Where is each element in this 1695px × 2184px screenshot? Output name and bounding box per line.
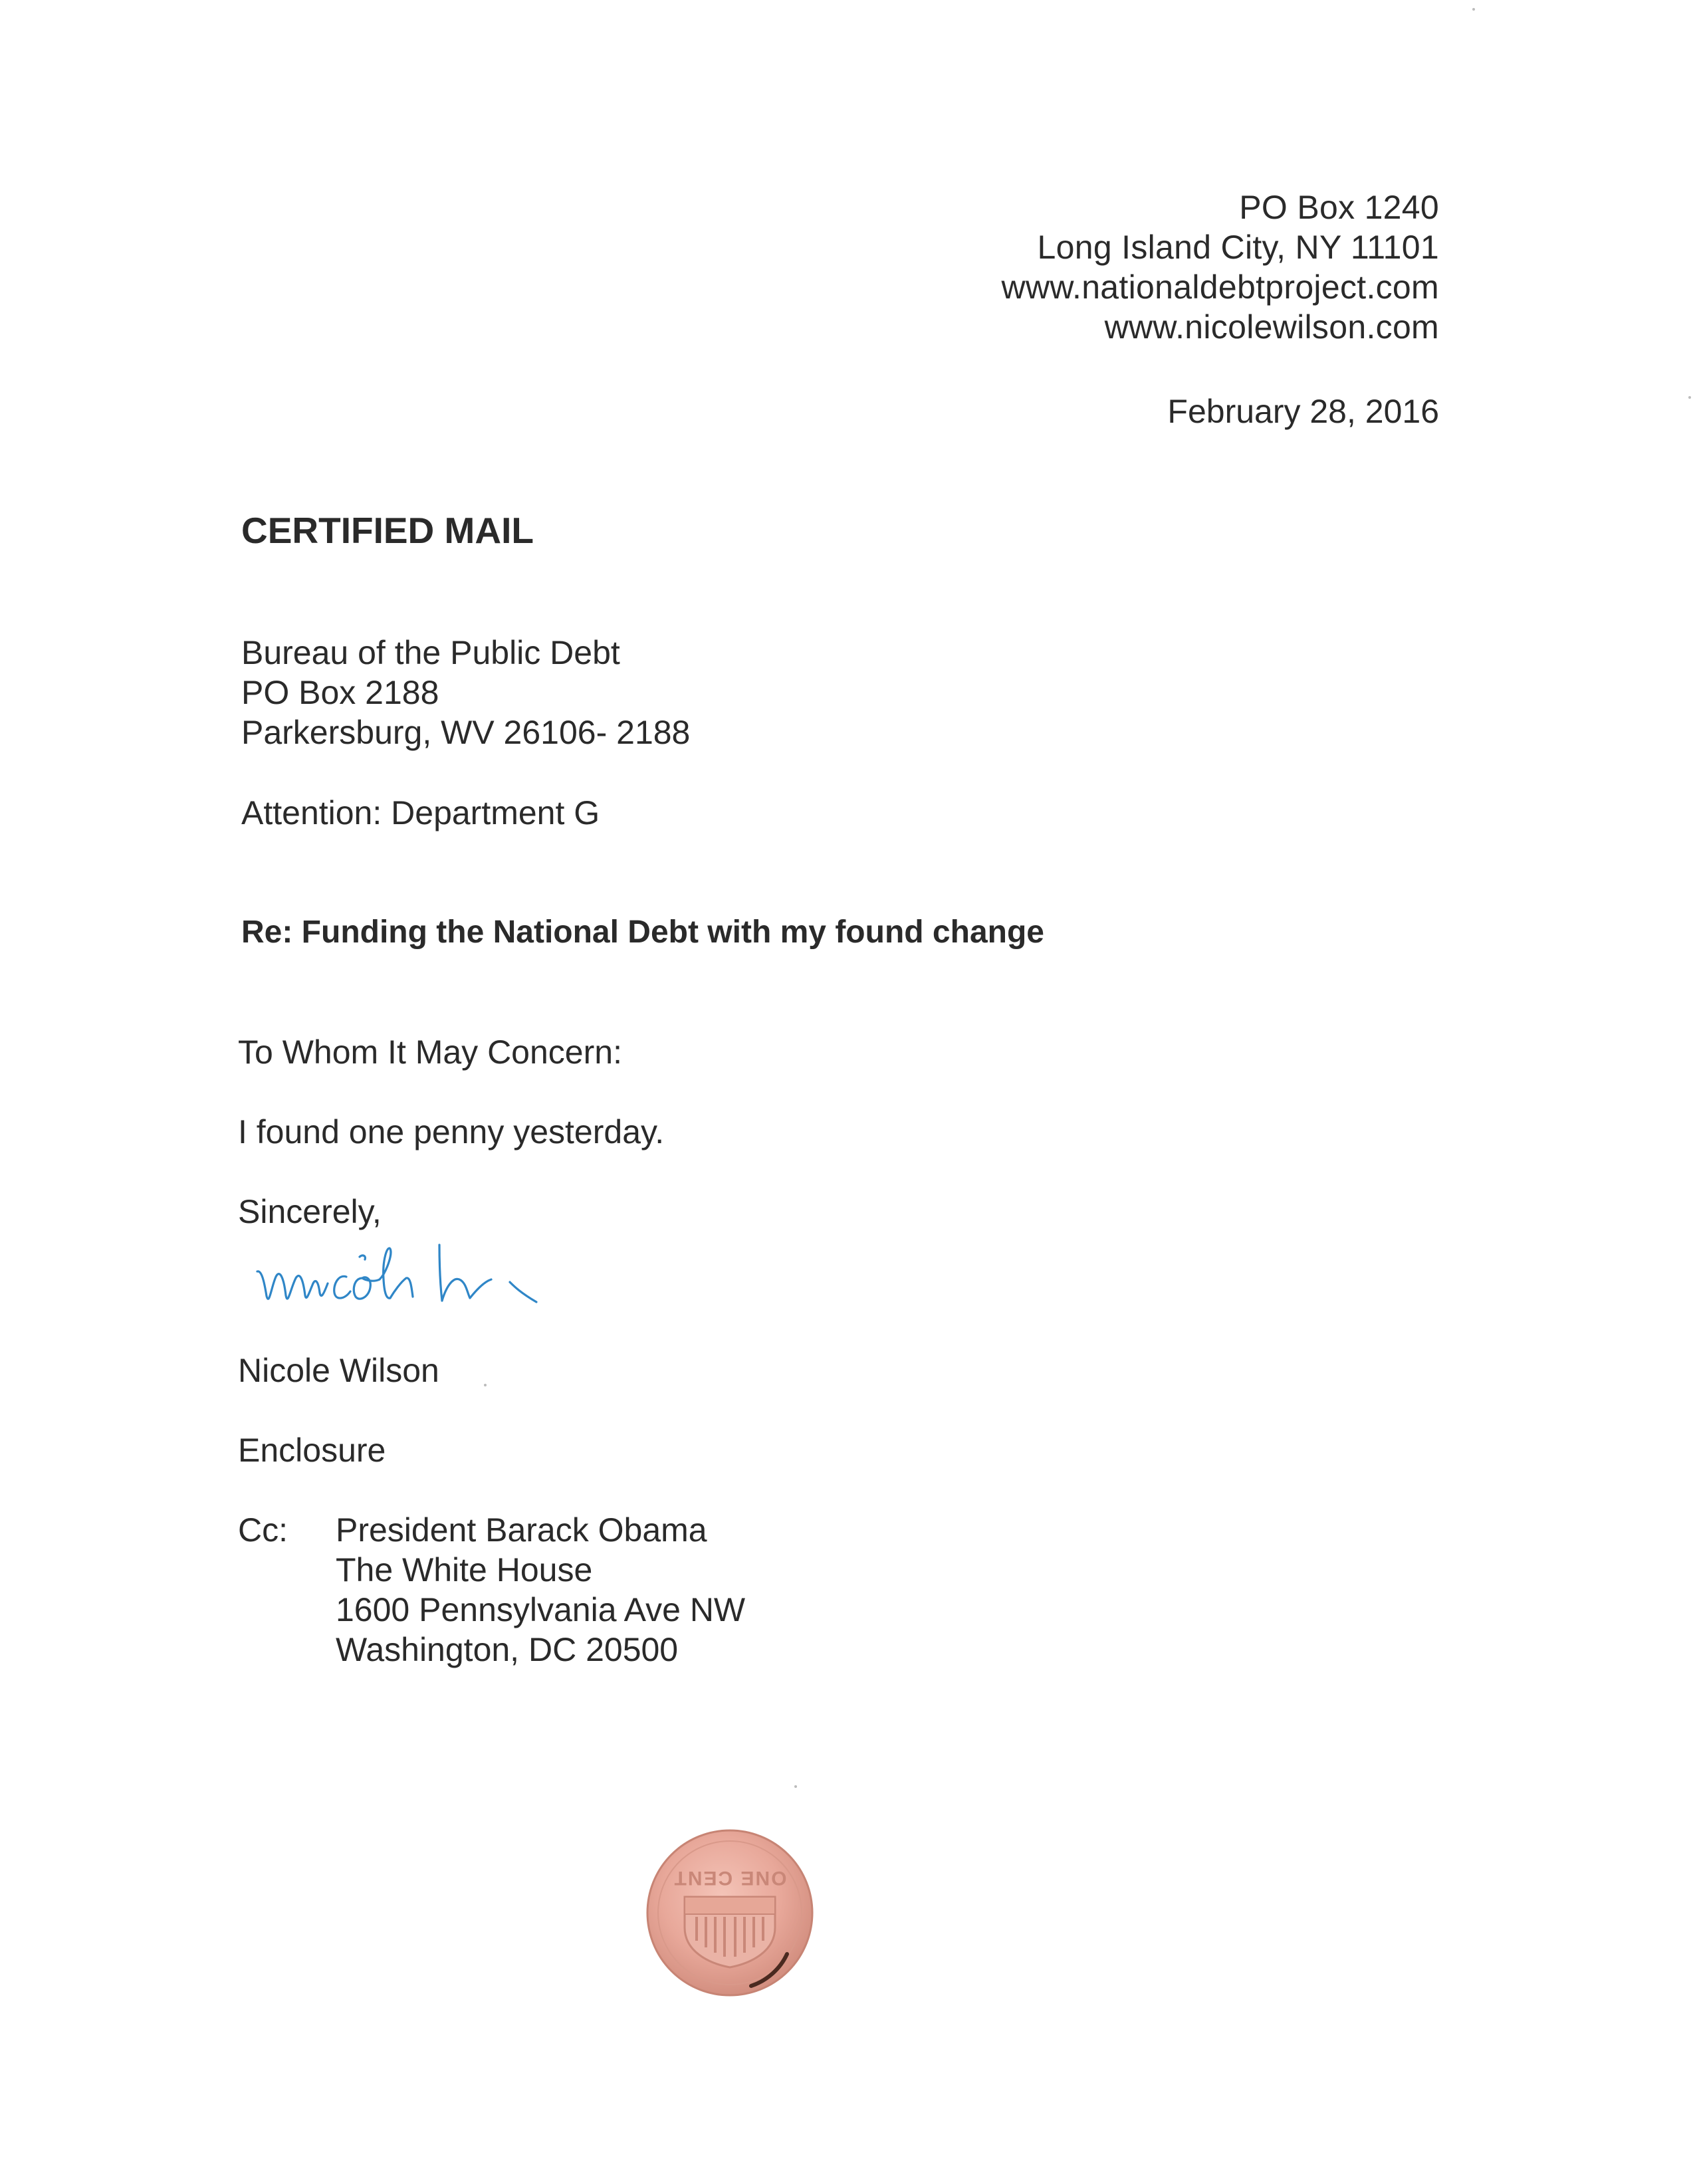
recipient-name: Bureau of the Public Debt xyxy=(241,634,620,671)
penny-inscription: ONE CENT xyxy=(673,1867,787,1889)
sender-address-block xyxy=(1002,187,1439,347)
signer-name: Nicole Wilson xyxy=(238,1352,439,1389)
sender-website-1: www.nationaldebtproject.com xyxy=(1001,269,1439,306)
penny-icon xyxy=(645,1828,815,1998)
recipient-address-block xyxy=(241,633,690,752)
recipient-po-box: PO Box 2188 xyxy=(241,674,439,711)
letter-date: February 28, 2016 xyxy=(1167,393,1439,430)
sender-po-box: PO Box 1240 xyxy=(1239,189,1439,226)
attention-line: Attention: Department G xyxy=(241,794,600,831)
letter-body: I found one penny yesterday. xyxy=(238,1113,665,1150)
enclosure-note: Enclosure xyxy=(238,1432,386,1469)
delivery-method: CERTIFIED MAIL xyxy=(241,510,534,551)
scan-speck xyxy=(484,1384,487,1386)
cc-street: 1600 Pennsylvania Ave NW xyxy=(336,1591,746,1628)
sender-website-2: www.nicolewilson.com xyxy=(1104,308,1439,346)
cc-organization: The White House xyxy=(336,1551,593,1588)
cc-city-line: Washington, DC 20500 xyxy=(336,1631,679,1668)
recipient-city-line: Parkersburg, WV 26106- 2188 xyxy=(241,714,691,751)
scan-speck xyxy=(1472,8,1475,11)
subject-line: Re: Funding the National Debt with my found change xyxy=(241,915,1044,950)
cc-address-block xyxy=(336,1510,745,1670)
cc-label: Cc: xyxy=(238,1511,288,1549)
closing: Sincerely, xyxy=(238,1193,382,1230)
cc-name: President Barack Obama xyxy=(336,1511,707,1549)
salutation: To Whom It May Concern: xyxy=(238,1034,622,1071)
signature-icon xyxy=(249,1213,588,1329)
scan-speck xyxy=(794,1785,797,1788)
sender-city-line: Long Island City, NY 11101 xyxy=(1037,229,1439,266)
scan-speck xyxy=(1688,396,1691,399)
